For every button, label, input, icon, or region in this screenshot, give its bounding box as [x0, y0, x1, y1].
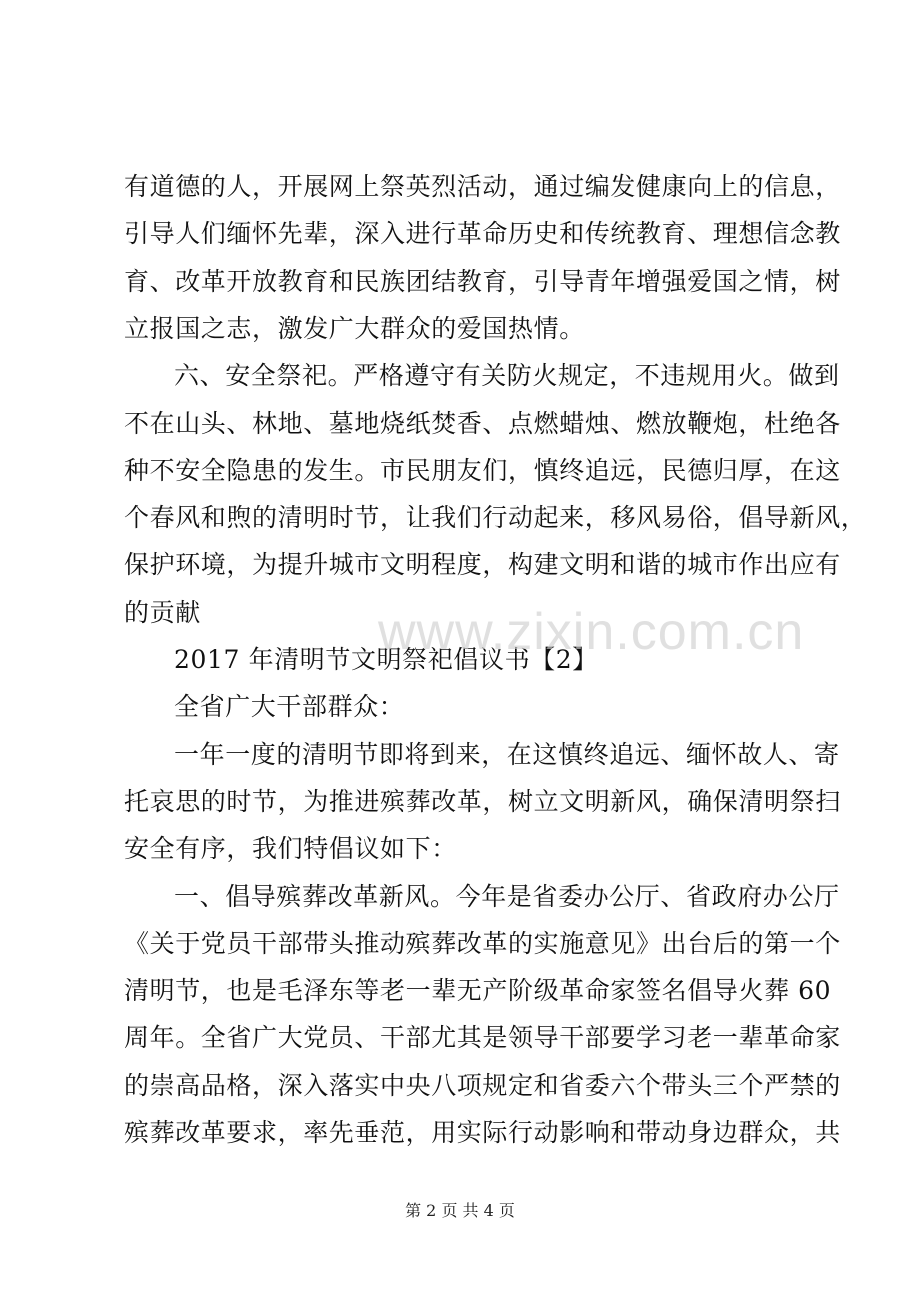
section-heading: 2017 年清明节文明祭祀倡议书【2】 — [174, 645, 598, 674]
text-line: 安全有序，我们特倡议如下： — [124, 834, 457, 863]
paragraph-start-line: 六、安全祭祀。严格遵守有关防火规定，不违规用火。做到 — [174, 361, 840, 390]
text-line: 托哀思的时节，为推进殡葬改革，树立文明新风，确保清明祭扫 — [124, 787, 841, 816]
text-line: 的贡献 — [124, 598, 201, 627]
text-line: 有道德的人，开展网上祭英烈活动，通过编发健康向上的信息， — [124, 172, 841, 201]
paragraph-start-line: 一、倡导殡葬改革新风。今年是省委办公厅、省政府办公厅 — [174, 882, 840, 911]
salutation: 全省广大干部群众： — [174, 692, 405, 721]
text-line: 的崇高品格，深入落实中央八项规定和省委六个带头三个严禁的 — [124, 1071, 841, 1100]
page-number-footer: 第 2 页 共 4 页 — [405, 1201, 515, 1220]
text-line: 殡葬改革要求，率先垂范，用实际行动影响和带动身边群众，共 — [124, 1118, 841, 1147]
text-line: 周年。全省广大党员、干部尤其是领导干部要学习老一辈革命家 — [124, 1023, 841, 1052]
text-line: 《关于党员干部带头推动殡葬改革的实施意见》出台后的第一个 — [124, 929, 841, 958]
text-line: 清明节，也是毛泽东等老一辈无产阶级革命家签名倡导火葬 60 — [124, 976, 832, 1005]
text-line: 保护环境，为提升城市文明程度，构建文明和谐的城市作出应有 — [124, 550, 841, 579]
text-line: 个春风和煦的清明时节，让我们行动起来，移风易俗，倡导新风， — [124, 503, 867, 532]
paragraph-start-line: 一年一度的清明节即将到来，在这慎终追远、缅怀故人、寄 — [174, 740, 840, 769]
watermark: www.zixin.com.cn — [378, 603, 805, 661]
text-line: 引导人们缅怀先辈，深入进行革命历史和传统教育、理想信念教 — [124, 219, 841, 248]
text-line: 育、改革开放教育和民族团结教育，引导青年增强爱国之情，树 — [124, 267, 841, 296]
text-line: 种不安全隐患的发生。市民朋友们，慎终追远，民德归厚，在这 — [124, 456, 841, 485]
text-line: 立报国之志，激发广大群众的爱国热情。 — [124, 314, 585, 343]
text-line: 不在山头、林地、墓地烧纸焚香、点燃蜡烛、燃放鞭炮，杜绝各 — [124, 409, 841, 438]
